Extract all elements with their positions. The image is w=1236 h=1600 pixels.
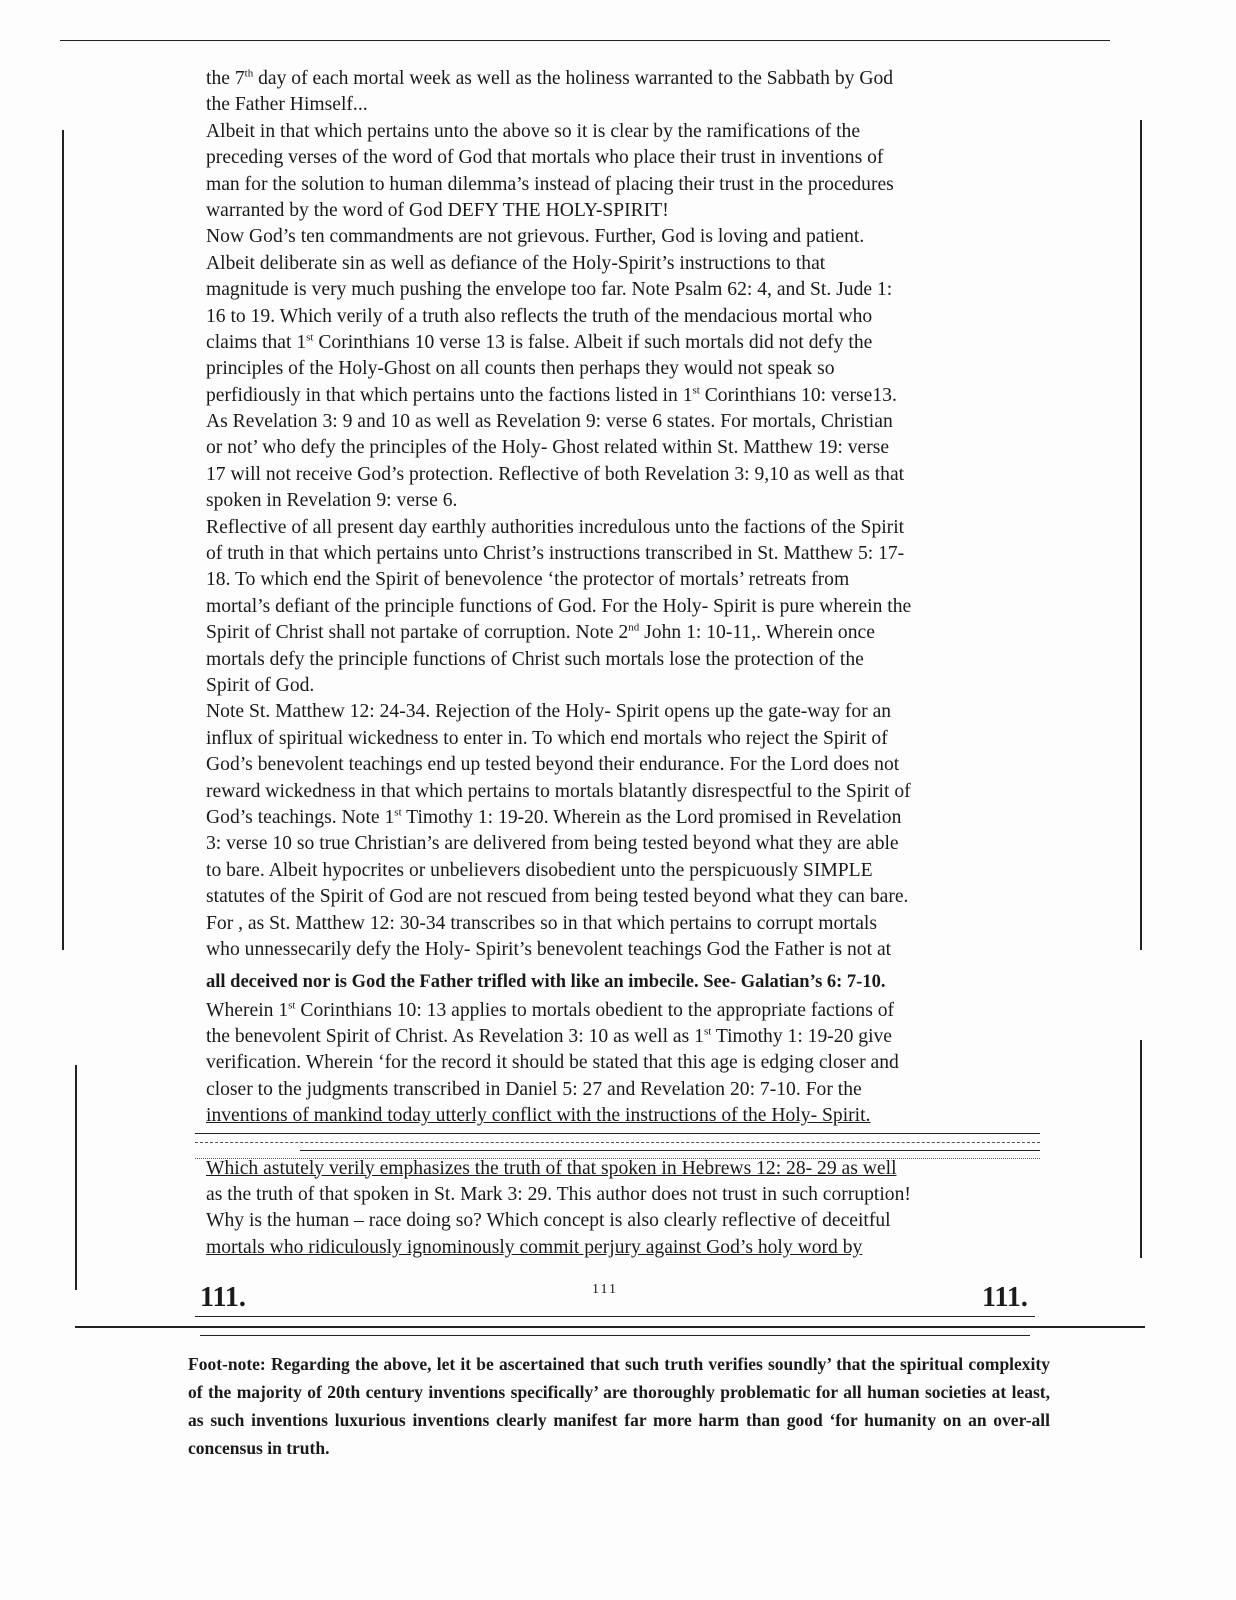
right-margin-bar (1140, 120, 1142, 950)
text-segment: Timothy 1: 19-20. Wherein as the Lord promised in Revelation (401, 806, 902, 828)
text-line (206, 330, 1036, 356)
text-line (206, 409, 1036, 435)
text-segment: As Revelation 3: 9 and 10 as well as Revelation 9: verse 6 states. For mortals, Christian (206, 411, 893, 433)
text-line (206, 884, 1036, 910)
text-segment: day of each mortal week as well as the holiness warranted to the Sabbath by God (253, 68, 894, 89)
text-segment: 17 will not receive God’s protection. Reflective of both Revelation 3: 9,10 as well as that (206, 463, 905, 485)
text-segment: claims that 1 (206, 331, 307, 353)
text-line (206, 726, 1036, 752)
text-line (206, 92, 1036, 118)
left-margin-bar (62, 130, 64, 950)
text-segment: the Father Himself... (206, 94, 368, 116)
page-number-left: 111. (200, 1282, 246, 1313)
text-segment: Timothy 1: 19-20 give (711, 1026, 893, 1048)
text-segment: mortals defy the principle functions of Christ such mortals lose the protection of the (206, 648, 864, 670)
text-line (206, 858, 1036, 884)
text-segment: Which astutely verily emphasizes the truth of that spoken in Hebrews 12: 28- 29 as well (206, 1157, 897, 1179)
text-segment: reward wickedness in that which pertains to mortals blatantly disrespectful to the Spirit of (206, 780, 911, 802)
text-segment: to bare. Albeit hypocrites or unbelievers disobedient unto the perspicuously SIMPLE (206, 859, 873, 881)
text-line (206, 1235, 1036, 1261)
text-line (206, 198, 1036, 224)
text-line (206, 1156, 1036, 1182)
text-segment: Albeit in that which pertains unto the above so it is clear by the ramifications of the (206, 120, 861, 142)
text-line (206, 251, 1036, 277)
superscript: st (394, 806, 402, 819)
text-segment: who unnessecarily defy the Holy- Spirit’s benevolent teachings God the Father is not at (206, 938, 892, 960)
superscript: nd (628, 621, 640, 634)
text-segment: the benevolent Spirit of Christ. As Revelation 3: 10 as well as 1 (206, 1026, 704, 1048)
text-segment: preceding verses of the word of God that mortals who place their trust in inventions of (206, 147, 884, 169)
text-segment: Corinthians 10: verse13. (699, 384, 897, 406)
text-segment: of truth in that which pertains unto Christ’s instructions transcribed in St. Matthew 5: 17- (206, 543, 905, 565)
text-segment: as the truth of that spoken in St. Mark 3: 29. This author does not trust in such corruption! (206, 1184, 911, 1206)
strike-rule (195, 1158, 1040, 1159)
text-line (206, 752, 1036, 778)
text-segment: 18. To which end the Spirit of benevolence ‘the protector of mortals’ retreats from (206, 569, 850, 591)
text-segment: Albeit deliberate sin as well as defiance of the Holy-Spirit’s instructions to that (206, 252, 826, 274)
text-line (206, 594, 1036, 620)
footer-rule (75, 1326, 1145, 1328)
text-segment: spoken in Revelation 9: verse 6. (206, 490, 458, 512)
superscript: st (692, 384, 700, 397)
body-text (206, 66, 1036, 1261)
text-segment: For , as St. Matthew 12: 30-34 transcribes so in that which pertains to corrupt mortals (206, 912, 877, 934)
page-number-right: 111. (982, 1282, 1028, 1313)
text-segment: closer to the judgments transcribed in Daniel 5: 27 and Revelation 20: 7-10. For the (206, 1078, 862, 1100)
footnote: Foot-note: Regarding the above, let it be ascertained that such truth verifies soundly’ that the spiritual complexity of the majority of 20th century inventions specifically’ are thoroughly problematic for all human societies at least, as such inventions luxurious inventions clearly manifest far more harm than good ‘for humanity on an over-all concensus in truth. (188, 1354, 1050, 1458)
text-segment: God’s teachings. Note 1 (206, 806, 395, 828)
footer-rule (200, 1335, 1030, 1336)
text-line (206, 998, 1036, 1024)
text-line (206, 937, 1036, 963)
page-number-center: 111 (592, 1282, 618, 1297)
superscript: st (306, 331, 314, 344)
text-segment: 3: verse 10 so true Christian’s are delivered from being tested beyond what they are able (206, 833, 899, 855)
text-segment: the 7 (206, 68, 245, 89)
text-line (206, 435, 1036, 461)
text-line (206, 805, 1036, 831)
text-segment: all deceived nor is God the Father trifled with like an imbecile. See- Galatian’s 6: 7-10. (206, 972, 886, 993)
text-segment: influx of spiritual wickedness to enter in. To which end mortals who reject the Spirit of (206, 727, 888, 749)
text-segment: John 1: 10-11,. Wherein once (639, 622, 875, 644)
text-line (206, 1050, 1036, 1076)
text-line (206, 356, 1036, 382)
text-line (206, 831, 1036, 857)
text-segment: or not’ who defy the principles of the Holy- Ghost related within St. Matthew 19: verse (206, 437, 890, 459)
text-segment: man for the solution to human dilemma’s instead of placing their trust in the procedures (206, 173, 894, 195)
text-line (206, 1208, 1036, 1234)
text-line (206, 779, 1036, 805)
text-segment: Note St. Matthew 12: 24-34. Rejection of the Holy- Spirit opens up the gate-way for an (206, 701, 892, 723)
text-line (206, 224, 1036, 250)
left-margin-bar-lower (75, 1065, 77, 1290)
superscript: th (244, 67, 254, 80)
text-line (206, 647, 1036, 673)
text-line (206, 911, 1036, 937)
text-line (206, 515, 1036, 541)
text-line (206, 567, 1036, 593)
text-line (206, 277, 1036, 303)
text-line (206, 145, 1036, 171)
text-segment: perfidiously in that which pertains unto the factions listed in 1 (206, 384, 693, 406)
text-line (206, 620, 1036, 646)
superscript: st (703, 1025, 712, 1038)
text-line (206, 1182, 1036, 1208)
text-segment: inventions of mankind today utterly conflict with the instructions of the Holy- Spirit. (206, 1105, 871, 1127)
top-rule (60, 40, 1110, 41)
strike-rule (195, 1142, 1040, 1143)
text-segment: statutes of the Spirit of God are not rescued from being tested beyond what they can bare. (206, 886, 909, 908)
text-line (206, 969, 1036, 995)
text-segment: principles of the Holy-Ghost on all counts then perhaps they would not speak so (206, 358, 835, 380)
text-segment: Spirit of Christ shall not partake of corruption. Note 2 (206, 622, 629, 644)
text-segment: Corinthians 10: 13 applies to mortals obedient to the appropriate factions of (295, 999, 895, 1021)
text-segment: verification. Wherein ‘for the record it should be stated that this age is edging closer and (206, 1052, 899, 1074)
text-segment: mortal’s defiant of the principle functions of God. For the Holy- Spirit is pure wherein the (206, 595, 912, 617)
text-segment: mortals who ridiculously ignominously commit perjury against God’s holy word by (206, 1236, 863, 1258)
text-segment: Why is the human – race doing so? Which concept is also clearly reflective of deceitful (206, 1210, 891, 1232)
text-segment: 16 to 19. Which verily of a truth also reflects the truth of the mendacious mortal who (206, 305, 873, 327)
superscript: st (288, 999, 296, 1012)
footer-rule (195, 1316, 1035, 1317)
strike-rule (300, 1150, 1040, 1151)
text-line (206, 699, 1036, 725)
text-line (206, 673, 1036, 699)
text-segment: Spirit of God. (206, 674, 315, 696)
text-segment: Corinthians 10 verse 13 is false. Albeit if such mortals did not defy the (313, 331, 873, 353)
text-line (206, 541, 1036, 567)
text-segment: warranted by the word of God DEFY THE HOLY-SPIRIT! (206, 199, 669, 221)
strike-rule (195, 1133, 1040, 1134)
text-line (206, 488, 1036, 514)
text-segment: God’s benevolent teachings end up tested beyond their endurance. For the Lord does not (206, 754, 900, 776)
text-segment: magnitude is very much pushing the envelope too far. Note Psalm 62: 4, and St. Jude 1: (206, 279, 893, 301)
text-line (206, 462, 1036, 488)
text-segment: Reflective of all present day earthly authorities incredulous unto the factions of the Spirit (206, 516, 905, 538)
text-line (206, 119, 1036, 145)
text-segment: Wherein 1 (206, 999, 289, 1021)
text-line (206, 304, 1036, 330)
text-line (206, 1103, 1036, 1129)
text-line (206, 172, 1036, 198)
right-margin-bar-lower (1140, 1040, 1142, 1258)
text-segment: Now God’s ten commandments are not grievous. Further, God is loving and patient. (206, 226, 865, 248)
text-line (206, 66, 1036, 92)
text-line (206, 1024, 1036, 1050)
text-line (206, 1077, 1036, 1103)
text-line (206, 383, 1036, 409)
